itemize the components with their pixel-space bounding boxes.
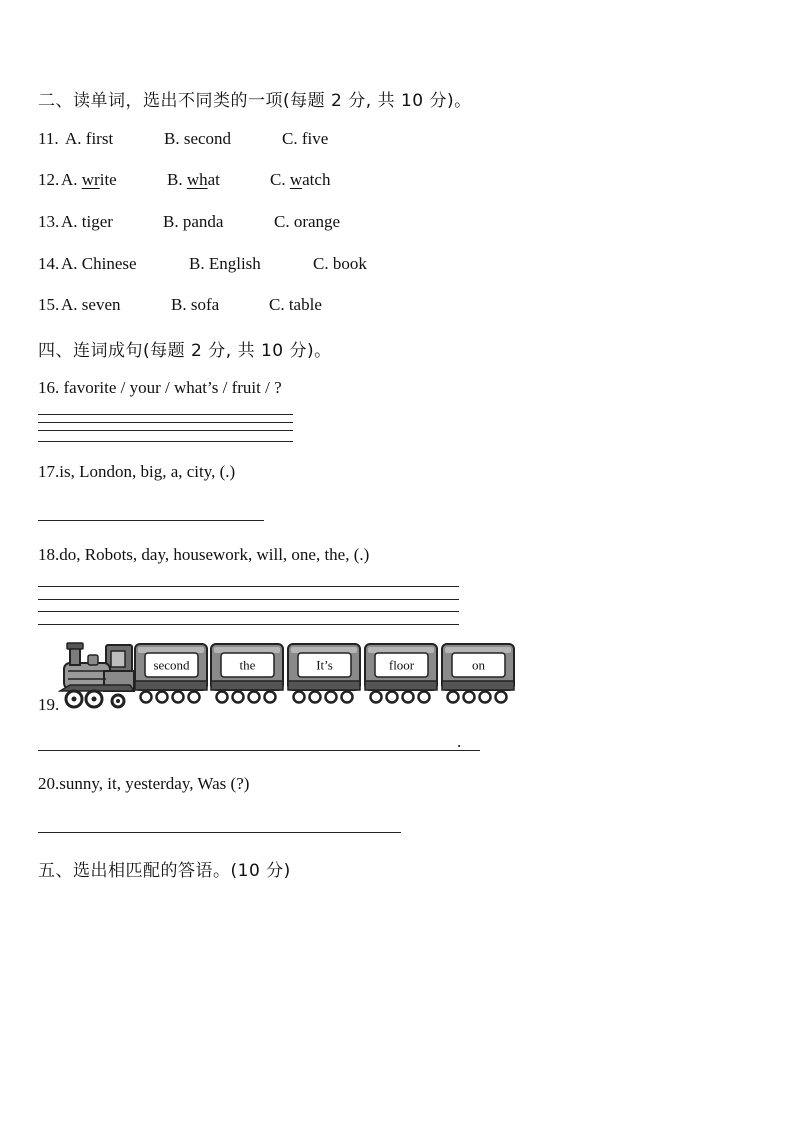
answer-line (38, 430, 293, 431)
question-18: 18.do, Robots, day, housework, will, one, the, (.) (38, 545, 370, 564)
option-a: A. tiger (61, 212, 113, 231)
section2-title: 二、读单词，选出不同类的一项(每题 2 分, 共 10 分)。 (38, 91, 472, 111)
train-car (288, 644, 360, 703)
question-19: 19. (38, 695, 60, 714)
option-b: B. what (167, 170, 220, 189)
option-b: B. panda (163, 212, 224, 231)
train-car (442, 644, 514, 703)
train-word: second (153, 657, 190, 673)
train-car (135, 644, 207, 703)
question-number: 14. (38, 254, 60, 273)
option-c: C. orange (274, 212, 341, 231)
section4-title: 四、连词成句(每题 2 分, 共 10 分)。 (38, 341, 332, 361)
question-17: 17.is, London, big, a, city, (.) (38, 462, 236, 481)
train-word: on (472, 657, 485, 673)
answer-line (38, 624, 459, 625)
option-c: C. watch (270, 170, 331, 189)
train-car (211, 644, 283, 703)
option-a: A. first (65, 129, 114, 148)
answer-line (38, 414, 293, 415)
answer-line (38, 520, 264, 521)
question-12 (38, 170, 638, 192)
question-13 (38, 212, 638, 234)
question-15 (38, 295, 638, 317)
question-20: 20.sunny, it, yesterday, Was (?) (38, 774, 250, 793)
underlined-letters: wh (186, 170, 208, 189)
answer-line (38, 586, 459, 587)
underlined-letters: wr (81, 170, 100, 189)
option-b: B. English (189, 254, 261, 273)
question-number: 13. (38, 212, 60, 231)
answer-line (38, 611, 459, 612)
question-19-period: . (457, 732, 462, 751)
question-number: 11. (38, 129, 59, 148)
answer-line (38, 441, 293, 442)
train-word: floor (388, 657, 415, 673)
train-word: It’s (316, 657, 333, 673)
option-a: A. write (61, 170, 117, 189)
answer-line (38, 750, 480, 751)
option-b: B. second (164, 129, 232, 148)
answer-line (38, 599, 459, 600)
locomotive-icon (60, 643, 134, 707)
option-c: C. table (269, 295, 322, 314)
option-a: A. seven (61, 295, 121, 314)
section5-title: 五、选出相匹配的答语。(10 分) (38, 861, 291, 881)
option-c: C. book (313, 254, 367, 273)
train-illustration (58, 641, 520, 711)
answer-line (38, 832, 401, 833)
underlined-letters: w (289, 170, 303, 189)
option-c: C. five (282, 129, 329, 148)
question-16: 16. favorite / your / what’s / fruit / ? (38, 378, 282, 397)
option-a: A. Chinese (61, 254, 137, 273)
train-car (365, 644, 437, 703)
answer-line (38, 422, 293, 423)
train-word: the (239, 657, 256, 673)
question-11 (38, 129, 638, 151)
question-14 (38, 254, 638, 276)
question-number: 15. (38, 295, 60, 314)
question-number: 12. (38, 170, 60, 189)
option-b: B. sofa (171, 295, 220, 314)
